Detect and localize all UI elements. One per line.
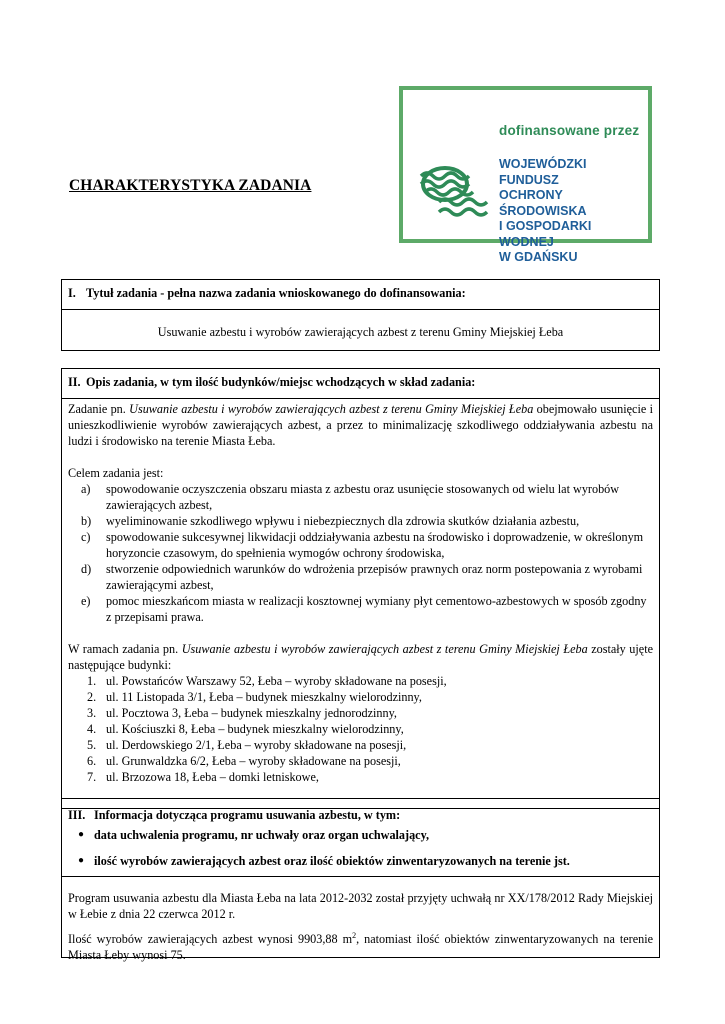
- list-marker: 3.: [87, 706, 97, 720]
- bullet-item: [68, 851, 653, 871]
- list-marker: b): [81, 514, 92, 528]
- section-number: III.: [68, 808, 86, 822]
- list-item: [68, 737, 653, 753]
- list-text: ul. 11 Listopada 3/1, Łeba – budynek mieszkalny wielorodzinny,: [106, 690, 422, 704]
- list-item: [68, 593, 653, 625]
- wave-emblem-icon: [419, 162, 489, 226]
- list-text: ul. Pocztowa 3, Łeba – budynek mieszkalny jednorodzinny,: [106, 706, 397, 720]
- list-marker: 4.: [87, 722, 97, 736]
- list-marker: a): [81, 482, 91, 496]
- list-marker: 6.: [87, 754, 97, 768]
- list-item: [68, 769, 653, 785]
- quantity-paragraph: [68, 928, 653, 963]
- list-marker: c): [81, 530, 91, 544]
- section-header: [62, 799, 659, 877]
- list-item: [68, 705, 653, 721]
- list-item: [68, 481, 653, 513]
- unit-superscript: 2: [352, 931, 357, 940]
- program-paragraph: Program usuwania azbestu dla Miasta Łeba na lata 2012-2032 został przyjęty uchwałą nr XX/178/2012 Rady Miejskiej w Łebie z dnia 22 czerwca 2012 r.: [68, 891, 653, 921]
- document-title: CHARAKTERYSTYKA ZADANIA: [69, 177, 312, 194]
- list-item: [68, 561, 653, 593]
- quantity-suffix: , natomiast ilość obiektów zinwentaryzowanych na terenie Miasta Łeby wynosi 75.: [68, 932, 653, 962]
- list-text: wyeliminowanie szkodliwego wpływu i niebezpiecznych dla zdrowia skutków działania azbestu,: [106, 514, 580, 528]
- intro-paragraph: [68, 401, 653, 449]
- fund-name-line: I GOSPODARKI WODNEJ: [499, 219, 592, 249]
- quantity-prefix: Ilość wyrobów zawierających azbest wynosi 9903,88 m: [68, 932, 353, 947]
- list-text: ul. Grunwaldzka 6/2, Łeba – wyroby składowane na posesji,: [106, 754, 401, 768]
- fund-name: [499, 157, 648, 266]
- list-marker: 5.: [87, 738, 97, 752]
- funding-logo: [399, 86, 652, 264]
- bullet-icon: ●: [77, 829, 85, 840]
- cofinanced-label: dofinansowane przez: [499, 123, 640, 138]
- bullet-text: data uchwalenia programu, nr uchwały oraz organ uchwalający,: [94, 828, 430, 842]
- section-task-description: [61, 368, 660, 809]
- buildings-suffix: zostały ujęte następujące budynki:: [68, 642, 653, 672]
- list-item: [68, 529, 653, 561]
- list-marker: 1.: [87, 674, 97, 688]
- section-number: I.: [68, 286, 76, 300]
- list-text: ul. Brzozowa 18, Łeba – domki letniskowe,: [106, 770, 319, 784]
- task-title-text: Usuwanie azbestu i wyrobów zawierających azbest z terenu Gminy Miejskiej Łeba: [157, 325, 564, 339]
- section-header: [62, 369, 659, 399]
- bullet-text: ilość wyrobów zawierających azbest oraz ilość obiektów zinwentaryzowanych na terenie jst.: [94, 854, 570, 868]
- buildings-paragraph: [68, 641, 653, 673]
- list-marker: e): [81, 594, 91, 608]
- intro-prefix: Zadanie pn.: [68, 402, 130, 416]
- buildings-list: [68, 673, 653, 785]
- list-item: [68, 673, 653, 689]
- buildings-prefix: W ramach zadania pn.: [68, 642, 182, 656]
- section-header-text: Opis zadania, w tym ilość budynków/miejsc wchodzących w skład zadania:: [86, 375, 476, 389]
- buildings-task-name: Usuwanie azbestu i wyrobów zawierających azbest z terenu Gminy Miejskiej Łeba: [181, 642, 588, 656]
- list-text: pomoc mieszkańcom miasta w realizacji kosztownej wymiany płyt cementowo-azbestowych w sposób zgodny z przepisami prawa.: [106, 594, 647, 624]
- list-text: ul. Powstańców Warszawy 52, Łeba – wyroby składowane na posesji,: [106, 674, 447, 688]
- list-marker: 7.: [87, 770, 97, 784]
- bullet-icon: ●: [77, 855, 85, 866]
- list-item: [68, 721, 653, 737]
- list-text: ul. Kościuszki 8, Łeba – budynek mieszkalny wielorodzinny,: [106, 722, 404, 736]
- list-marker: d): [81, 562, 92, 576]
- section-content: [62, 877, 659, 963]
- section-header-text: Informacja dotycząca programu usuwania azbestu, w tym:: [94, 808, 401, 822]
- list-text: ul. Derdowskiego 2/1, Łeba – wyroby składowane na posesji,: [106, 738, 407, 752]
- section-number: II.: [68, 375, 81, 389]
- list-text: spowodowanie oczyszczenia obszaru miasta z azbestu oraz usunięcie stosowanych od wielu lat wyrobów zawierających azbest,: [106, 482, 620, 512]
- intro-suffix: obejmowało usunięcie i unieszkodliwienie wyrobów zawierających azbest, a przez to minimalizację szkodliwego oddziaływania azbestu na ludzi i środowisko na terenie Miasta Łeba.: [68, 402, 653, 448]
- fund-name-line: W GDAŃSKU: [499, 250, 578, 264]
- list-marker: 2.: [87, 690, 97, 704]
- list-item: [68, 753, 653, 769]
- section-header: [62, 280, 659, 310]
- bullet-item: [68, 825, 653, 845]
- list-item: [68, 689, 653, 705]
- goals-list: [68, 481, 653, 625]
- section-header-text: Tytuł zadania - pełna nazwa zadania wnioskowanego do dofinansowania:: [86, 286, 466, 300]
- section-asbestos-program: [61, 798, 660, 962]
- section-task-title: [61, 279, 660, 351]
- goals-label: Celem zadania jest:: [68, 466, 164, 480]
- intro-task-name: Usuwanie azbestu i wyrobów zawierających azbest z terenu Gminy Miejskiej Łeba: [129, 402, 534, 416]
- list-text: stworzenie odpowiednich warunków do wdrożenia przepisów prawnych oraz norm postepowania z wyrobami zawierającymi azbest,: [106, 562, 643, 592]
- section-content: [62, 399, 659, 785]
- list-item: [68, 513, 653, 529]
- fund-name-line: WOJEWÓDZKI FUNDUSZ: [499, 157, 587, 187]
- list-text: spowodowanie sukcesywnej likwidacji oddziaływania azbestu na środowisko i doprowadzenie, w określonym horyzoncie czasowym, do spełnienia wymogów ochrony środowiska,: [106, 530, 644, 560]
- fund-name-line: OCHRONY ŚRODOWISKA: [499, 188, 587, 218]
